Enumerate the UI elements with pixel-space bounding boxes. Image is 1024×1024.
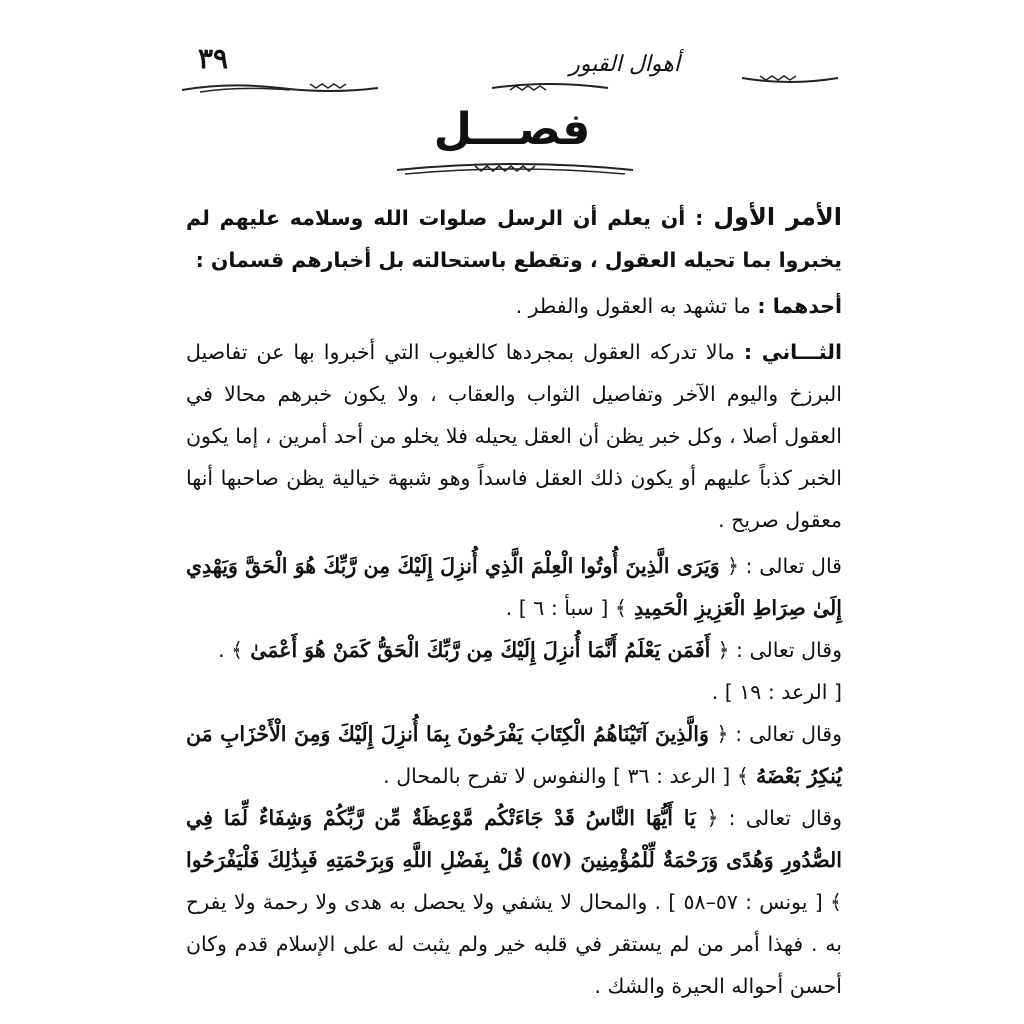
first-matter-heading: الأمر الأول: [713, 203, 842, 231]
paragraph-first-matter: [186, 196, 842, 281]
quote-intro: وقال تعالى : ﴿: [717, 638, 842, 662]
quote-intro: وقال تعالى : ﴿: [706, 806, 842, 830]
page-header: [180, 40, 840, 110]
quote-close: ﴾ .: [218, 638, 244, 662]
verse-reference-raad-36: [ الرعد : ٣٦ ]: [613, 764, 731, 788]
first-type-label: أحدهما :: [757, 294, 842, 318]
first-type-text: ما تشهد به العقول والفطر .: [515, 294, 758, 318]
quran-verse-raad-19: أَفَمَن يَعْلَمُ أَنَّمَا أُنزِلَ إِلَيْكَ مِن رَّبِّكَ الْحَقُّ كَمَنْ هُوَ أَعْمَىٰ: [243, 638, 718, 662]
book-title: أهوال القبور: [569, 52, 680, 77]
quran-quote-raad-36: [186, 713, 842, 797]
quran-quote-yunus: [186, 797, 842, 1007]
header-ornament-right: [740, 70, 840, 86]
verse-reference-line: [186, 671, 842, 713]
header-ornament-middle: [490, 80, 610, 96]
first-matter-text: : أن يعلم أن الرسل صلوات الله وسلامه عليهم لم يخبروا بما تحيله العقول ، وتقطع باستحالته بل أخبارهم قسمان :: [186, 206, 842, 272]
quran-quote-saba: [186, 545, 842, 629]
commentary-text: والنفوس لا تفرح بالمحال .: [383, 764, 614, 788]
verse-reference-yunus: [ يونس : ٥٧–٥٨ ]: [668, 890, 823, 914]
second-type-label: الثـــاني :: [743, 340, 842, 364]
paragraph-second-type: [186, 331, 842, 541]
quote-intro: وقال تعالى : ﴿: [716, 722, 842, 746]
verse-reference-saba: [ سبأ : ٦ ] .: [505, 596, 609, 620]
second-type-text: مالا تدركه العقول بمجردها كالغيوب التي أخبروا بها عن تفاصيل البرزخ واليوم الآخر وتفاصيل الثواب والعقاب ، ولا يكون خبرهم محالا في العقول أصلا ، وكل خبر يظن أن العقل يحيله فلا يخلو من أحد أمرين ، إما يكون الخبر كذباً عليهم أو يكون ذلك العقل فاسداً وهو شبهة خيالية يظن صاحبها أنها معقول صريح .: [186, 340, 842, 532]
title-ornament: [395, 158, 635, 180]
quote-close: ﴾: [614, 596, 627, 620]
verse-reference-raad-19: [ الرعد : ١٩ ] .: [711, 680, 842, 704]
quran-quote-raad-19: [186, 629, 842, 671]
paragraph-first-type: [186, 285, 842, 327]
quote-close: ﴾: [736, 764, 749, 788]
quote-close: ﴾: [829, 890, 842, 914]
body-text: [186, 196, 842, 1007]
quran-verse-saba: وَيَرَى الَّذِينَ أُوتُوا الْعِلْمَ الَّذِي أُنزِلَ إِلَيْكَ مِن رَّبِّكَ هُوَ الْحَقَّ وَيَهْدِي إِلَىٰ صِرَاطِ الْعَزِيزِ الْحَمِيدِ: [186, 554, 842, 620]
quran-verse-yunus: يَا أَيُّهَا النَّاسُ قَدْ جَاءَتْكُم مَّوْعِظَةٌ مِّن رَّبِّكُمْ وَشِفَاءٌ لِّمَا فِي الصُّدُورِ وَهُدًى وَرَحْمَةٌ لِّلْمُؤْمِنِينَ (٥٧) قُلْ بِفَضْلِ اللَّهِ وَبِرَحْمَتِهِ فَبِذَٰلِكَ فَلْيَفْرَحُوا: [186, 806, 842, 872]
quran-verse-raad-36: وَالَّذِينَ آتَيْنَاهُمُ الْكِتَابَ يَفْرَحُونَ بِمَا أُنزِلَ إِلَيْكَ وَمِنَ الْأَحْزَابِ مَن يُنكِرُ بَعْضَهُ: [186, 722, 842, 788]
quote-intro: قال تعالى : ﴿: [726, 554, 842, 578]
header-ornament-left: [180, 80, 380, 96]
page-number: ٣٩: [198, 42, 229, 75]
section-title: فصـــل: [433, 104, 591, 155]
conclusion-text: . والمحال لا يشفي ولا يحصل به هدى ولا رحمة ولا يفرح به . فهذا أمر من لم يستقر في قلبه خير ولم يثبت له على الإسلام قدم وكان أحسن أحواله الحيرة والشك .: [186, 890, 842, 998]
